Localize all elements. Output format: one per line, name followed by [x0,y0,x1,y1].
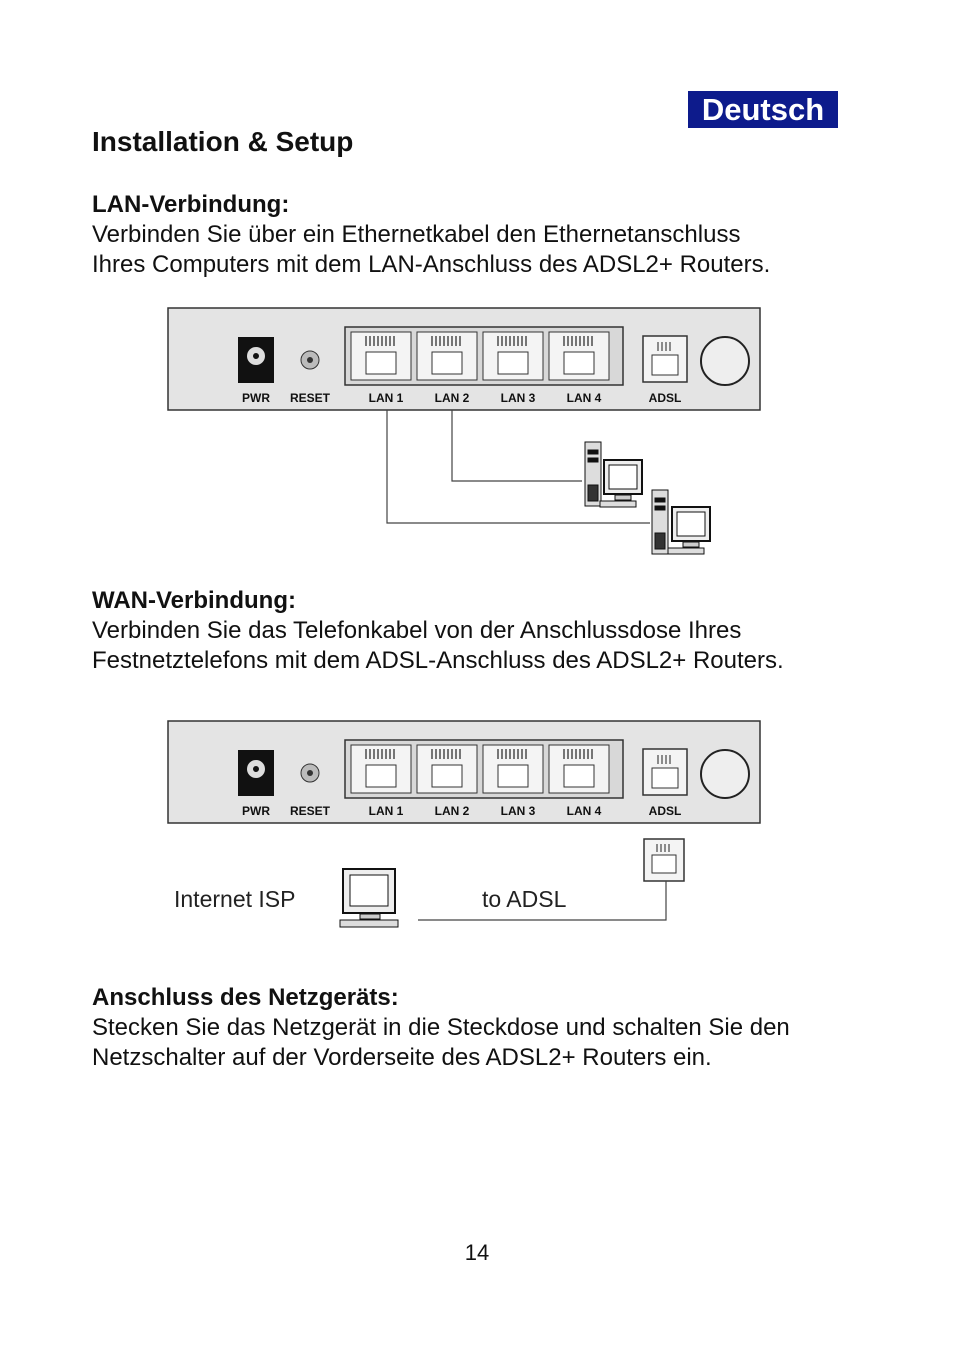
label-lan4: LAN 4 [566,804,602,818]
lan-ports-block [345,740,623,798]
section-power [92,983,872,1073]
wan-connection-diagram [160,713,780,938]
section-heading-lan: LAN-Verbindung: [92,191,290,218]
section-lan [92,190,872,280]
computer-icon [652,490,710,554]
label-reset: RESET [289,804,331,818]
label-adsl: ADSL [648,391,682,405]
label-lan3: LAN 3 [500,804,536,818]
label-pwr: PWR [242,804,270,818]
section-text-line: Verbinden Sie über ein Ethernetkabel den Ethernetanschluss [92,221,741,248]
page-title: Installation & Setup [92,126,354,157]
power-switch-icon [701,750,749,798]
ethernet-cable-2 [452,410,582,481]
lan-ports-block [345,327,623,385]
label-adsl: ADSL [648,804,682,818]
section-text-line: Ihres Computers mit dem LAN-Anschluss des ADSL2+ Routers. [92,251,771,278]
section-text-line: Festnetztelefons mit dem ADSL-Anschluss des ADSL2+ Routers. [92,647,784,674]
label-lan2: LAN 2 [434,804,470,818]
language-badge: Deutsch [688,91,838,128]
section-wan [92,586,872,676]
label-internet-isp: Internet ISP [174,886,296,912]
computer-icon [585,442,642,507]
section-text-line: Netzschalter auf der Vorderseite des ADSL2+ Routers ein. [92,1044,712,1071]
label-lan3: LAN 3 [500,391,536,405]
lan-connection-diagram [160,300,780,565]
label-lan1: LAN 1 [368,391,404,405]
page-number: 14 [464,1240,490,1265]
label-lan1: LAN 1 [368,804,404,818]
isp-computer-icon [340,869,398,927]
label-reset: RESET [289,391,331,405]
phone-wall-jack-icon [644,839,684,881]
label-lan2: LAN 2 [434,391,470,405]
section-text-line: Verbinden Sie das Telefonkabel von der Anschlussdose Ihres [92,617,742,644]
section-heading-power: Anschluss des Netzgeräts: [92,984,399,1011]
label-lan4: LAN 4 [566,391,602,405]
label-to-adsl: to ADSL [482,886,567,912]
power-switch-icon [701,337,749,385]
section-heading-wan: WAN-Verbindung: [92,587,296,614]
section-text-line: Stecken Sie das Netzgerät in die Steckdose und schalten Sie den [92,1014,790,1041]
label-pwr: PWR [242,391,270,405]
